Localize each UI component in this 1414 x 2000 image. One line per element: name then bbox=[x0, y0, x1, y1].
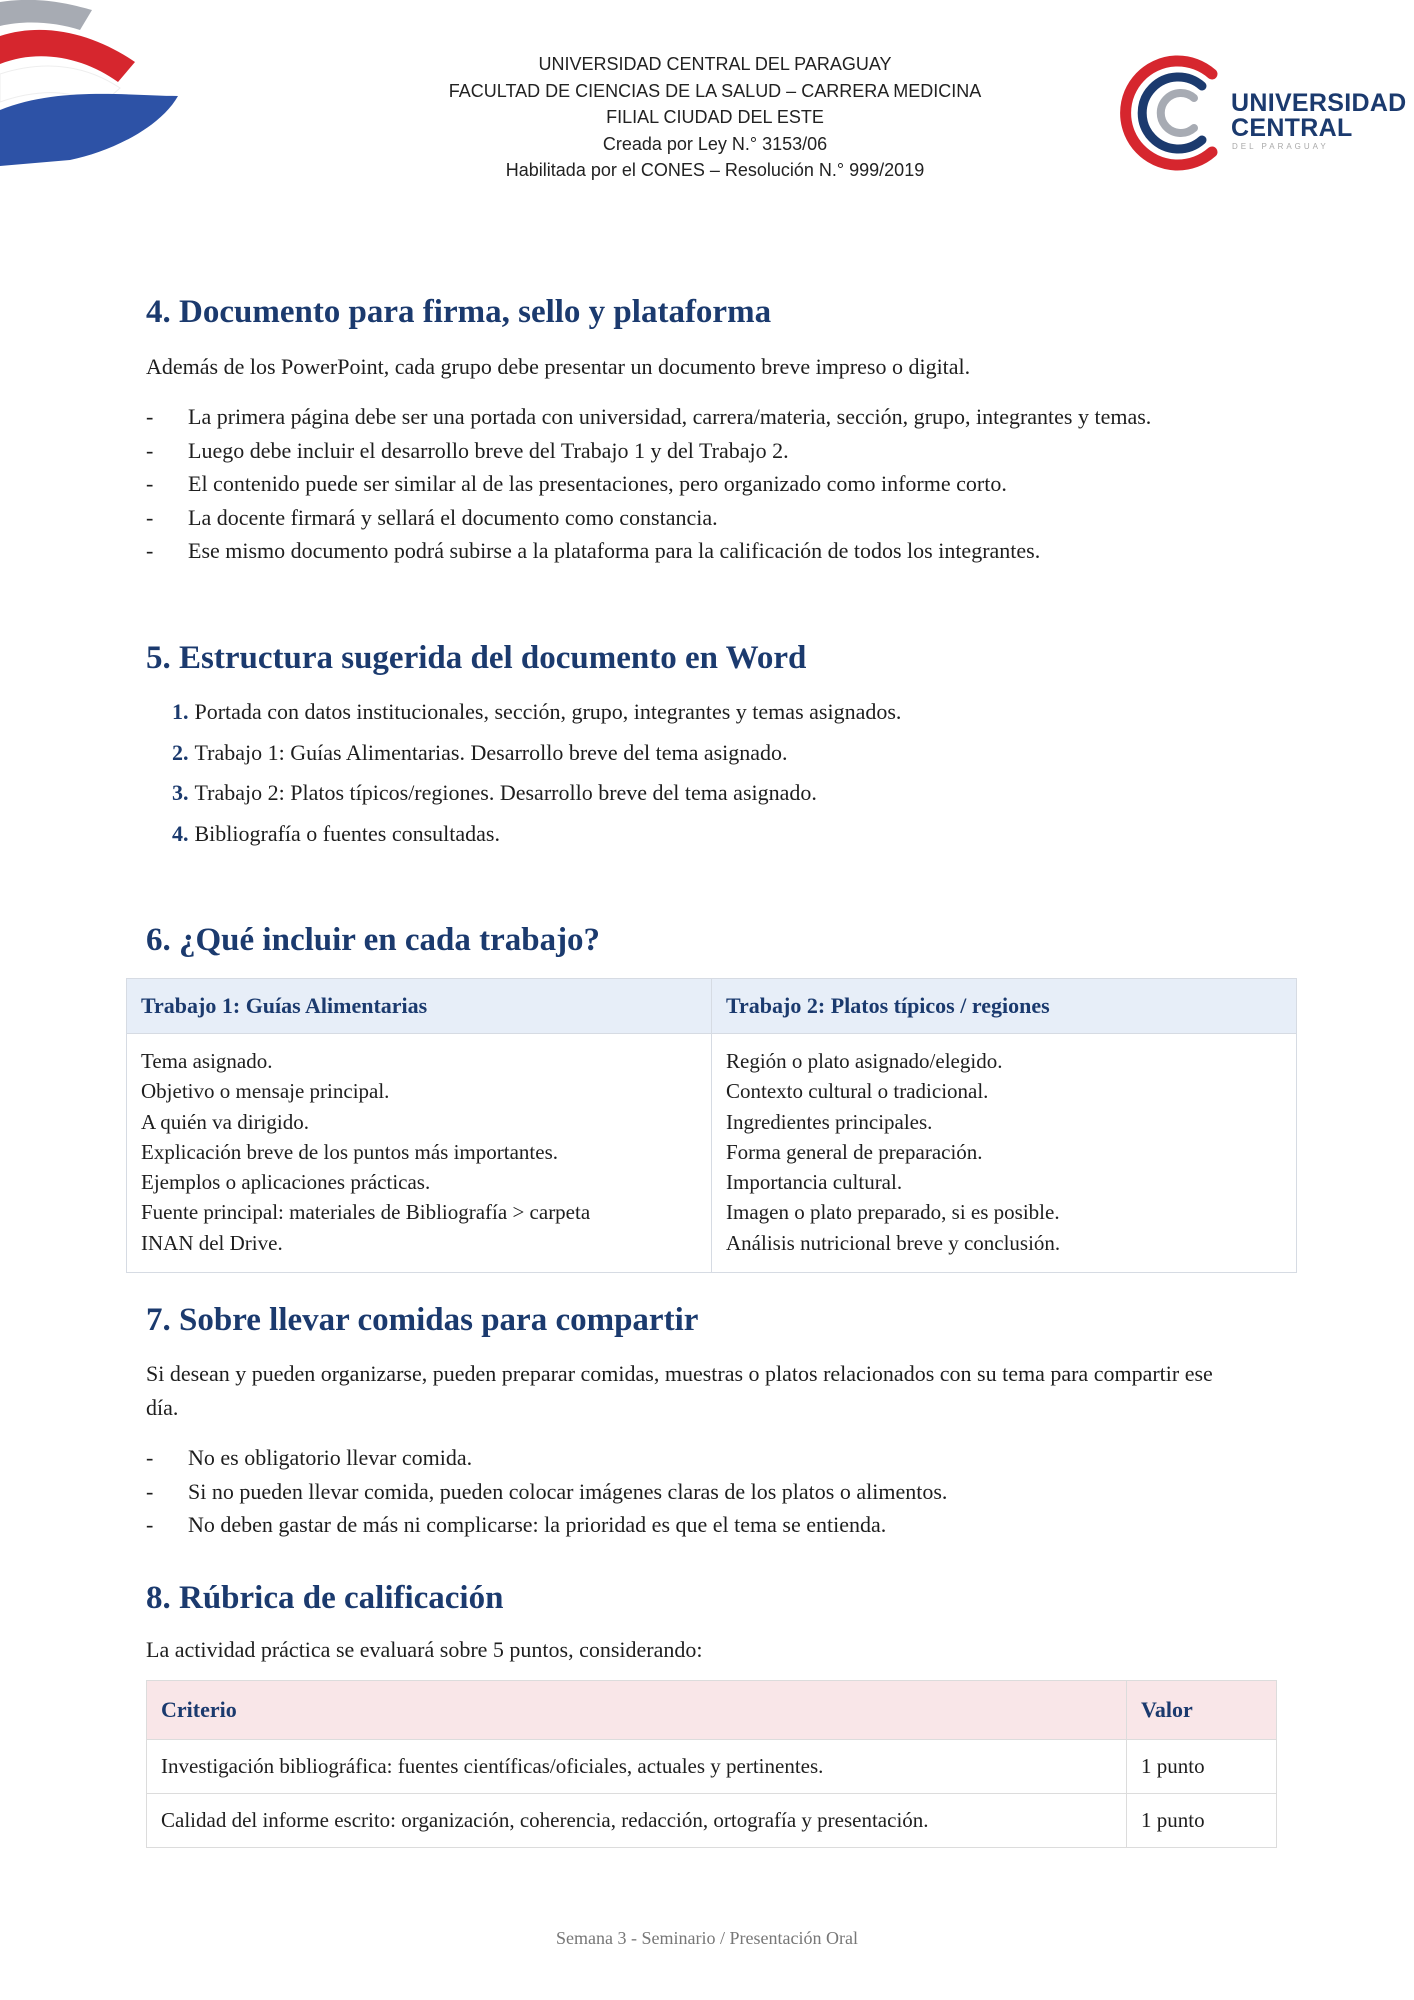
column-header-criterio: Criterio bbox=[147, 1681, 1127, 1740]
list-item-text: La primera página debe ser una portada con universidad, carrera/materia, sección, grupo, integrantes y temas. bbox=[188, 404, 1152, 429]
dash-bullet: - bbox=[146, 538, 154, 563]
list-item bbox=[146, 400, 1246, 434]
list-item-text: No deben gastar de más ni complicarse: la prioridad es que el tema se entienda. bbox=[188, 1512, 887, 1537]
list-item-text: Si no pueden llevar comida, pueden colocar imágenes claras de los platos o alimentos. bbox=[188, 1478, 948, 1504]
dash-bullet: - bbox=[146, 437, 154, 463]
work-content-table bbox=[126, 978, 1297, 1273]
logo-text-line1: UNIVERSIDAD bbox=[1231, 89, 1407, 117]
item-text: Bibliografía o fuentes consultadas. bbox=[194, 820, 500, 846]
cell-line: Ingredientes principales. bbox=[726, 1109, 933, 1134]
item-number: 4. bbox=[172, 820, 189, 846]
cell-line: Imagen o plato preparado, si es posible. bbox=[726, 1200, 1060, 1225]
table-row bbox=[147, 1740, 1277, 1794]
section-7-title: 7. Sobre llevar comidas para compartir bbox=[146, 1302, 699, 1338]
table-row bbox=[147, 1794, 1277, 1848]
list-item-text: No es obligatorio llevar comida. bbox=[188, 1445, 473, 1470]
section-7-intro: Si desean y pueden organizarse, pueden preparar comidas, muestras o platos relacionados con su tema para compartir ese día. bbox=[146, 1361, 1213, 1420]
item-number: 3. bbox=[172, 780, 189, 805]
list-item-text: Ese mismo documento podrá subirse a la plataforma para la calificación de todos los integrantes. bbox=[188, 538, 1041, 563]
trabajo-2-cell bbox=[712, 1034, 1297, 1273]
header-line: Creada por Ley N.° 3153/06 bbox=[602, 133, 828, 154]
dash-bullet: - bbox=[146, 1512, 154, 1537]
list-item-text: La docente firmará y sellará el documento como constancia. bbox=[188, 504, 718, 530]
table-row bbox=[127, 1034, 1297, 1273]
university-logo bbox=[1120, 52, 1407, 174]
item-number: 1. bbox=[172, 699, 189, 724]
dash-bullet: - bbox=[146, 404, 154, 429]
section-5-title: 5. Estructura sugerida del documento en Word bbox=[146, 640, 807, 676]
list-item bbox=[146, 1475, 1246, 1509]
criterio-cell: Investigación bibliográfica: fuentes científicas/oficiales, actuales y pertinentes. bbox=[147, 1740, 1127, 1794]
cell-line: Importancia cultural. bbox=[726, 1170, 903, 1195]
numbered-item bbox=[172, 773, 901, 814]
cell-line: Forma general de preparación. bbox=[726, 1139, 983, 1164]
cell-line: Objetivo o mensaje principal. bbox=[141, 1079, 390, 1104]
list-item bbox=[146, 434, 1246, 468]
item-text: Portada con datos institucionales, sección, grupo, integrantes y temas asignados. bbox=[194, 699, 902, 724]
section-4-intro: Además de los PowerPoint, cada grupo debe presentar un documento breve impreso o digital. bbox=[146, 354, 971, 379]
dash-bullet: - bbox=[146, 471, 154, 496]
header-line: FILIAL CIUDAD DEL ESTE bbox=[606, 107, 824, 128]
cell-line: A quién va dirigido. bbox=[141, 1109, 309, 1134]
list-item bbox=[146, 534, 1246, 568]
uc-emblem-icon bbox=[1120, 52, 1230, 174]
column-header-valor: Valor bbox=[1127, 1681, 1277, 1740]
numbered-item bbox=[172, 733, 901, 774]
section-4-title: 4. Documento para firma, sello y plataforma bbox=[146, 294, 772, 330]
cell-line: Ejemplos o aplicaciones prácticas. bbox=[141, 1170, 431, 1195]
rubric-table bbox=[146, 1680, 1277, 1848]
dash-bullet: - bbox=[146, 504, 154, 530]
cell-line: INAN del Drive. bbox=[141, 1230, 283, 1255]
section-6-title: 6. ¿Qué incluir en cada trabajo? bbox=[146, 922, 601, 958]
list-item bbox=[146, 1508, 1246, 1542]
numbered-item bbox=[172, 692, 901, 733]
cell-line: Análisis nutricional breve y conclusión. bbox=[726, 1230, 1061, 1255]
logo-text-line2: CENTRAL bbox=[1231, 114, 1353, 142]
page-footer: Semana 3 - Seminario / Presentación Oral bbox=[556, 1928, 858, 1948]
valor-cell: 1 punto bbox=[1127, 1794, 1277, 1848]
criterio-cell: Calidad del informe escrito: organización, coherencia, redacción, ortografía y presentación. bbox=[147, 1794, 1127, 1848]
list-item-text: Luego debe incluir el desarrollo breve del Trabajo 1 y del Trabajo 2. bbox=[188, 437, 789, 463]
cell-line: Explicación breve de los puntos más importantes. bbox=[141, 1139, 558, 1164]
valor-cell: 1 punto bbox=[1127, 1740, 1277, 1794]
dash-bullet: - bbox=[146, 1478, 154, 1504]
table-header-row bbox=[147, 1681, 1277, 1740]
list-item bbox=[146, 1441, 1246, 1475]
logo-text-line3: DEL PARAGUAY bbox=[1232, 142, 1329, 151]
section-7-list bbox=[146, 1441, 1246, 1542]
list-item bbox=[146, 467, 1246, 501]
section-8-title: 8. Rúbrica de calificación bbox=[146, 1580, 504, 1616]
table-header-row bbox=[127, 979, 1297, 1034]
cell-line: Contexto cultural o tradicional. bbox=[726, 1079, 989, 1104]
section-5-list bbox=[172, 692, 901, 854]
column-header-trabajo-1: Trabajo 1: Guías Alimentarias bbox=[127, 979, 712, 1034]
trabajo-1-cell bbox=[127, 1034, 712, 1273]
item-number: 2. bbox=[172, 739, 189, 765]
cell-line: Fuente principal: materiales de Bibliografía > carpeta bbox=[141, 1200, 591, 1225]
list-item bbox=[146, 501, 1246, 535]
section-4-list bbox=[146, 400, 1246, 568]
section-8-intro: La actividad práctica se evaluará sobre 5 puntos, considerando: bbox=[146, 1637, 703, 1662]
cell-line: Región o plato asignado/elegido. bbox=[726, 1049, 1003, 1073]
column-header-trabajo-2: Trabajo 2: Platos típicos / regiones bbox=[712, 979, 1297, 1034]
item-text: Trabajo 1: Guías Alimentarias. Desarrollo breve del tema asignado. bbox=[194, 739, 788, 765]
numbered-item bbox=[172, 814, 901, 855]
header-line: FACULTAD DE CIENCIAS DE LA SALUD – CARRERA MEDICINA bbox=[448, 80, 982, 101]
item-text: Trabajo 2: Platos típicos/regiones. Desarrollo breve del tema asignado. bbox=[194, 780, 817, 805]
list-item-text: El contenido puede ser similar al de las presentaciones, pero organizado como informe corto. bbox=[188, 471, 1007, 496]
institution-header bbox=[300, 51, 1130, 184]
header-line: Habilitada por el CONES – Resolución N.° 999/2019 bbox=[505, 160, 925, 181]
corner-flag-logo bbox=[0, 0, 185, 175]
header-line: UNIVERSIDAD CENTRAL DEL PARAGUAY bbox=[538, 54, 892, 74]
dash-bullet: - bbox=[146, 1445, 154, 1470]
cell-line: Tema asignado. bbox=[141, 1049, 273, 1073]
